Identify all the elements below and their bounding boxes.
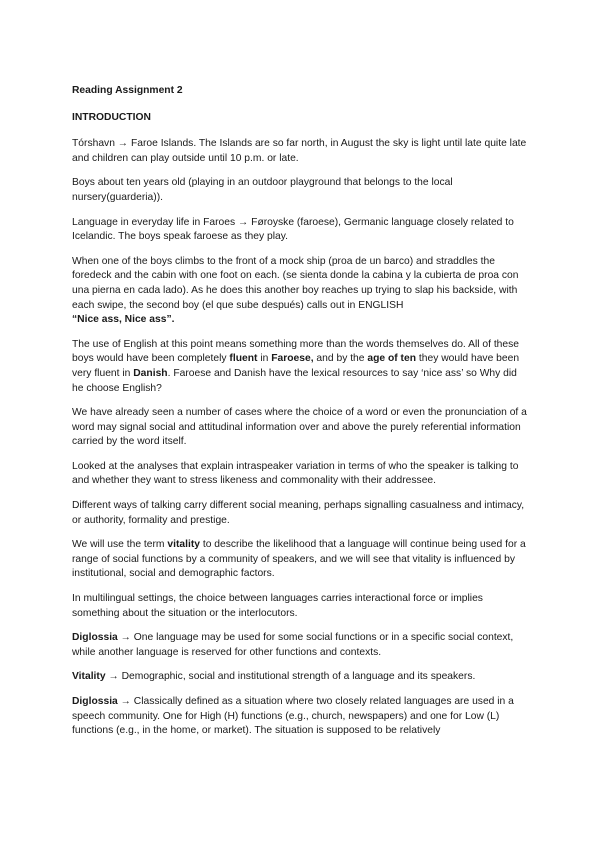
faroese-term: Faroese, <box>271 353 314 365</box>
paragraph-word-choice: We have already seen a number of cases where the choice of a word or even the pronunciation of a word may signal social and attitudinal information over and above the purely referential information carried by the word itself. <box>72 407 527 448</box>
english-use-text-a: The use of English at this point means something more than the words themselves do. All of these boys would have been completely <box>72 338 520 365</box>
english-use-text-c: and by the <box>313 353 368 365</box>
vitality-text-b: to describe the likelihood that a language will continue being used for a range of social functions by a community of speakers, and we will see that vitality is influenced by institutional, social and demographic factors. <box>72 539 526 580</box>
diglossia-definition: → One language may be used for some social functions or in a specific social context, while another language is reserved for other functions and contexts. <box>72 632 514 658</box>
section-heading: INTRODUCTION <box>72 111 151 123</box>
english-use-text-e: . Faroese and Danish have the lexical resources to say ‘nice ass’ so Why did he choose English? <box>72 367 517 394</box>
vitality-term: vitality <box>167 539 200 551</box>
paragraph-language: Language in everyday life in Faroes → Føroyske (faroese), Germanic language closely related to Icelandic. The boys speak faroese as they play. <box>72 216 514 243</box>
paragraph-mock-ship <box>72 255 527 328</box>
nice-ass-quote: “Nice ass, Nice ass”. <box>72 314 175 326</box>
paragraph-intraspeaker: Looked at the analyses that explain intraspeaker variation in terms of who the speaker is talking to and whether they want to stress likeness and commonality with their addressee. <box>72 460 519 487</box>
paragraph-torshavn: Tórshavn → Faroe Islands. The Islands are so far north, in August the sky is light until late quite late and children can play outside until 10 p.m. or late. <box>72 138 527 164</box>
english-use-text-b: in <box>257 353 272 365</box>
fluent-term: fluent <box>229 353 258 365</box>
paragraph-boys: Boys about ten years old (playing in an outdoor playground that belongs to the local nursery(guarderia)). <box>72 177 453 203</box>
paragraph-english-use <box>72 338 527 396</box>
document-title: Reading Assignment 2 <box>72 85 183 96</box>
paragraph-vitality-def <box>72 670 527 685</box>
mock-ship-text: When one of the boys climbs to the front of a mock ship (proa de un barco) and straddles the foredeck and the cabin with one foot on each. (se sienta donde la cabina y la cubierta de proa con una pierna en cada lado). As he does this another boy reaches up trying to slap his backside, with each swipe, the second boy (el que sube después) calls out in ENGLISH <box>72 255 519 311</box>
paragraph-diglossia-2 <box>72 695 527 739</box>
paragraph-diglossia-1 <box>72 631 527 660</box>
diglossia-classic-definition: → Classically defined as a situation where two closely related languages are used in a speech community. One for High (H) functions (e.g., church, newspapers) and one for Low (L) functions (e.g., in the home, or market). The situation is supposed to be relatively <box>72 696 514 737</box>
vitality-def-term: Vitality <box>72 671 106 683</box>
diglossia-classic-term: Diglossia <box>72 696 118 707</box>
paragraph-social-meaning: Different ways of talking carry different social meaning, perhaps signalling casualness and intimacy, or authority, formality and prestige. <box>72 500 525 526</box>
age-term: age of ten <box>367 353 417 365</box>
english-use-text-d: they would have been very fluent in <box>72 353 520 379</box>
paragraph-vitality-term <box>72 538 527 582</box>
vitality-text-a: We will use the term <box>72 539 168 551</box>
document-body <box>72 84 527 749</box>
vitality-definition: → Demographic, social and institutional strength of a language and its speakers. <box>105 671 476 683</box>
diglossia-term: Diglossia <box>72 632 118 644</box>
danish-term: Danish <box>133 367 168 379</box>
paragraph-multilingual: In multilingual settings, the choice between languages carries interactional force or implies something about the situation or the interlocutors. <box>72 593 483 619</box>
